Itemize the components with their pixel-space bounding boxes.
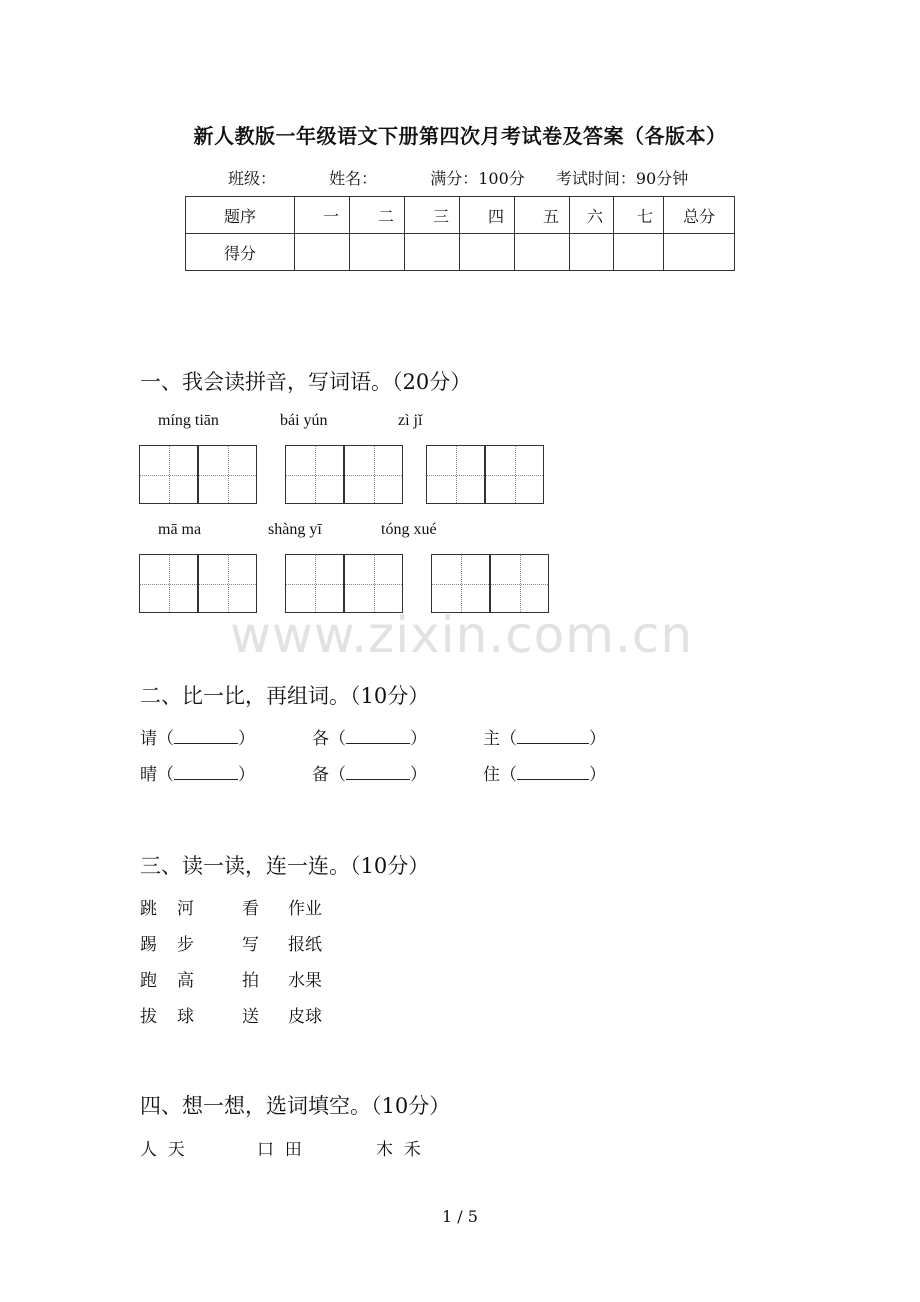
char: 各 [312, 729, 329, 749]
full-score: 满分：100分 [430, 169, 525, 188]
answer-blank[interactable] [174, 727, 238, 744]
writing-grid-box[interactable] [285, 445, 344, 504]
char: 晴 [140, 765, 157, 785]
char: 备 [312, 765, 329, 785]
score-cell[interactable] [460, 234, 515, 271]
section1-title: 一、我会读拼音，写词语。（20分） [140, 370, 472, 394]
answer-blank[interactable] [346, 727, 410, 744]
page-number: 1 / 5 [442, 1207, 478, 1226]
match-word[interactable]: 皮球 [288, 1007, 322, 1027]
writing-grid-box[interactable] [426, 445, 485, 504]
match-word[interactable]: 拔 [140, 1007, 157, 1027]
header-cell: 一 [295, 197, 350, 234]
answer-blank[interactable] [174, 763, 238, 780]
writing-grid-box[interactable] [344, 554, 403, 613]
word-group-item: 请（ ） [140, 729, 255, 749]
word-group-item: 住（ ） [483, 765, 606, 785]
pinyin-label: míng tiān [158, 412, 219, 429]
match-word[interactable]: 跑 [140, 971, 157, 991]
match-word[interactable]: 看 [242, 899, 259, 919]
section2-title: 二、比一比，再组词。（10分） [140, 684, 430, 708]
header-cell: 六 [570, 197, 614, 234]
score-cell[interactable] [570, 234, 614, 271]
header-cell: 二 [350, 197, 405, 234]
score-cell[interactable] [350, 234, 405, 271]
class-label: 班级： [228, 169, 277, 188]
char: 请 [140, 729, 157, 749]
word-group-item: 各（ ） [312, 729, 427, 749]
match-word[interactable]: 踢 [140, 935, 157, 955]
page-title: 新人教版一年级语文下册第四次月考试卷及答案（各版本） [193, 124, 727, 148]
word-group-item: 晴（ ） [140, 765, 255, 785]
match-word[interactable]: 送 [242, 1007, 259, 1027]
match-word[interactable]: 球 [177, 1007, 194, 1027]
score-cell[interactable] [664, 234, 735, 271]
match-word[interactable]: 拍 [242, 971, 259, 991]
exam-time: 考试时间：90分钟 [555, 169, 689, 188]
word-option: 人 天 [140, 1140, 185, 1160]
char: 主 [483, 729, 500, 749]
writing-grid-box[interactable] [198, 445, 257, 504]
header-cell: 四 [460, 197, 515, 234]
answer-blank[interactable] [517, 763, 589, 780]
match-word[interactable]: 水果 [288, 971, 322, 991]
writing-grid-box[interactable] [344, 445, 403, 504]
pinyin-label: bái yún [280, 412, 328, 429]
word-option: 木 禾 [376, 1140, 421, 1160]
pinyin-label: zì jǐ [398, 412, 423, 429]
header-cell: 三 [405, 197, 460, 234]
header-cell: 五 [515, 197, 570, 234]
answer-blank[interactable] [346, 763, 410, 780]
match-word[interactable]: 写 [242, 935, 259, 955]
watermark: www.zixin.com.cn [230, 606, 694, 664]
score-cell[interactable] [295, 234, 350, 271]
header-cell: 总分 [664, 197, 735, 234]
word-group-item: 备（ ） [312, 765, 427, 785]
match-word[interactable]: 报纸 [288, 935, 322, 955]
score-cell[interactable] [405, 234, 460, 271]
section3-title: 三、读一读，连一连。（10分） [140, 854, 430, 878]
score-cell[interactable] [614, 234, 664, 271]
match-word[interactable]: 作业 [288, 899, 322, 919]
pinyin-label: mā ma [158, 521, 202, 538]
writing-grid-box[interactable] [139, 445, 198, 504]
match-word[interactable]: 步 [177, 935, 194, 955]
match-word[interactable]: 河 [177, 899, 194, 919]
writing-grid-box[interactable] [198, 554, 257, 613]
word-option: 口 田 [257, 1140, 302, 1160]
char: 住 [483, 765, 500, 785]
header-cell: 题序 [186, 197, 295, 234]
pinyin-label: shàng yī [268, 521, 322, 538]
word-group-item: 主（ ） [483, 729, 606, 749]
score-table [185, 196, 735, 271]
writing-grid-box[interactable] [285, 554, 344, 613]
writing-grid-box[interactable] [485, 445, 544, 504]
writing-grid-box[interactable] [490, 554, 549, 613]
row-label: 得分 [186, 234, 295, 271]
name-label: 姓名： [329, 169, 378, 188]
exam-info [228, 166, 714, 189]
match-word[interactable]: 跳 [140, 899, 157, 919]
header-cell: 七 [614, 197, 664, 234]
writing-grid-box[interactable] [431, 554, 490, 613]
section4-title: 四、想一想，选词填空。（10分） [140, 1094, 451, 1118]
score-table-row [186, 234, 735, 271]
score-table-header [186, 197, 735, 234]
match-word[interactable]: 高 [177, 971, 194, 991]
score-cell[interactable] [515, 234, 570, 271]
writing-grid-box[interactable] [139, 554, 198, 613]
answer-blank[interactable] [517, 727, 589, 744]
pinyin-label: tóng xué [381, 521, 437, 538]
